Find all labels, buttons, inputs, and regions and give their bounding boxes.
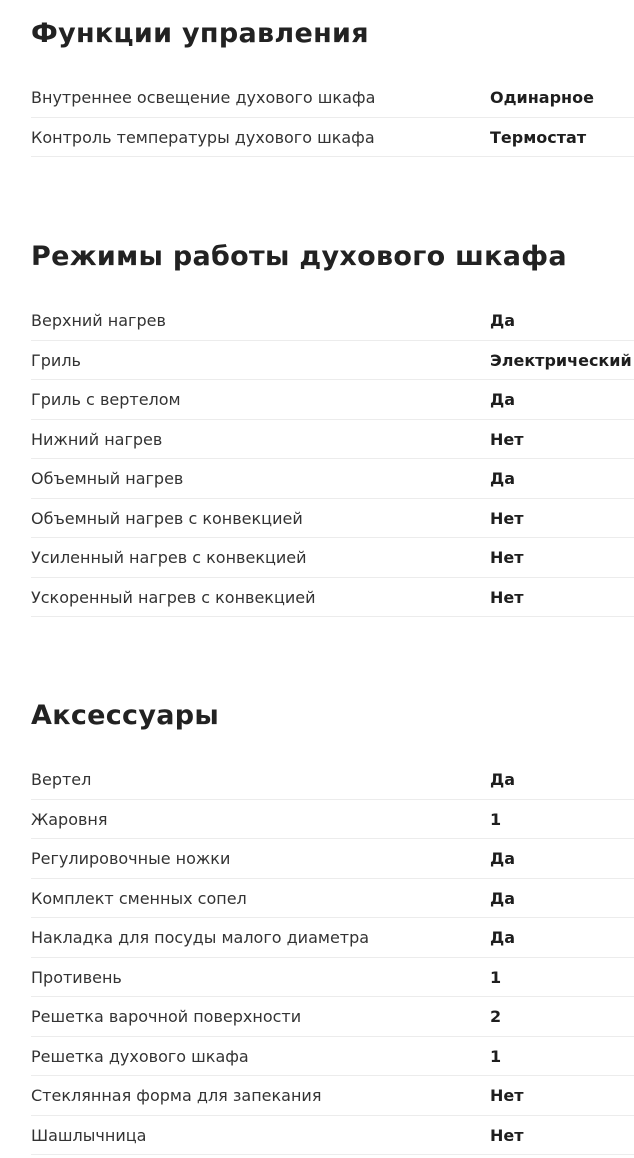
spec-label: Усиленный нагрев с конвекцией: [31, 548, 307, 567]
spec-label: Гриль с вертелом: [31, 390, 181, 409]
spec-label: Решетка духового шкафа: [31, 1046, 249, 1066]
spec-label: Регулировочные ножки: [31, 849, 231, 868]
spec-value: Да: [490, 469, 516, 488]
spec-label: Шашлычница: [31, 1125, 147, 1145]
spec-row: [31, 1037, 634, 1077]
spec-value: Одинарное: [490, 88, 594, 107]
spec-row: [31, 341, 634, 381]
spec-row: [31, 301, 634, 341]
spec-value: Нет: [490, 548, 524, 567]
spec-row: [31, 380, 634, 420]
spec-label: Жаровня: [31, 809, 108, 829]
spec-value: 1: [490, 967, 502, 987]
spec-label: Внутреннее освещение духового шкафа: [31, 88, 376, 107]
spec-value: 2: [490, 1007, 502, 1026]
spec-value: Да: [490, 849, 516, 868]
spec-row: [31, 420, 634, 460]
spec-row: [31, 879, 634, 919]
spec-value: Да: [490, 311, 516, 330]
spec-label: Противень: [31, 967, 122, 987]
spec-value: 1: [490, 1046, 502, 1066]
spec-value: Термостат: [490, 127, 587, 147]
spec-label: Объемный нагрев: [31, 469, 184, 488]
spec-value: Электрический: [490, 350, 632, 370]
spec-row: [31, 118, 634, 158]
spec-label: Стеклянная форма для запекания: [31, 1086, 322, 1105]
spec-row: [31, 538, 634, 578]
spec-label: Ускоренный нагрев с конвекцией: [31, 587, 316, 607]
spec-row: [31, 918, 634, 958]
spec-value: Да: [490, 928, 516, 947]
spec-value: Нет: [490, 1086, 524, 1105]
section-title: Режимы работы духового шкафа: [31, 241, 567, 272]
spec-row: [31, 1116, 634, 1156]
spec-list: [31, 301, 634, 617]
spec-row: [31, 1076, 634, 1116]
spec-row: [31, 459, 634, 499]
spec-value: Нет: [490, 1125, 524, 1145]
spec-row: [31, 499, 634, 539]
spec-label: Решетка варочной поверхности: [31, 1007, 302, 1026]
section-title: Аксессуары: [31, 700, 220, 731]
spec-row: [31, 958, 634, 998]
spec-label: Гриль: [31, 350, 81, 370]
spec-label: Вертел: [31, 770, 92, 789]
spec-label: Комплект сменных сопел: [31, 888, 247, 908]
spec-label: Верхний нагрев: [31, 311, 166, 330]
spec-label: Контроль температуры духового шкафа: [31, 127, 375, 147]
spec-label: Объемный нагрев с конвекцией: [31, 508, 303, 528]
spec-row: [31, 760, 634, 800]
spec-label: Нижний нагрев: [31, 429, 163, 449]
spec-row: [31, 578, 634, 618]
spec-label: Накладка для посуды малого диаметра: [31, 928, 370, 947]
spec-value: Да: [490, 888, 516, 908]
section-title: Функции управления: [31, 18, 369, 49]
spec-value: Нет: [490, 429, 524, 449]
spec-row: [31, 800, 634, 840]
section-oven-modes: [31, 240, 634, 617]
spec-value: Да: [490, 770, 516, 789]
spec-value: 1: [490, 809, 502, 829]
spec-list: [31, 760, 634, 1155]
spec-row: [31, 997, 634, 1037]
spec-value: Нет: [490, 587, 524, 607]
spec-row: [31, 839, 634, 879]
spec-row: [31, 78, 634, 118]
section-control-functions: [31, 17, 634, 157]
spec-list: [31, 78, 634, 157]
spec-value: Нет: [490, 508, 524, 528]
section-accessories: [31, 699, 634, 1155]
spec-value: Да: [490, 390, 516, 409]
